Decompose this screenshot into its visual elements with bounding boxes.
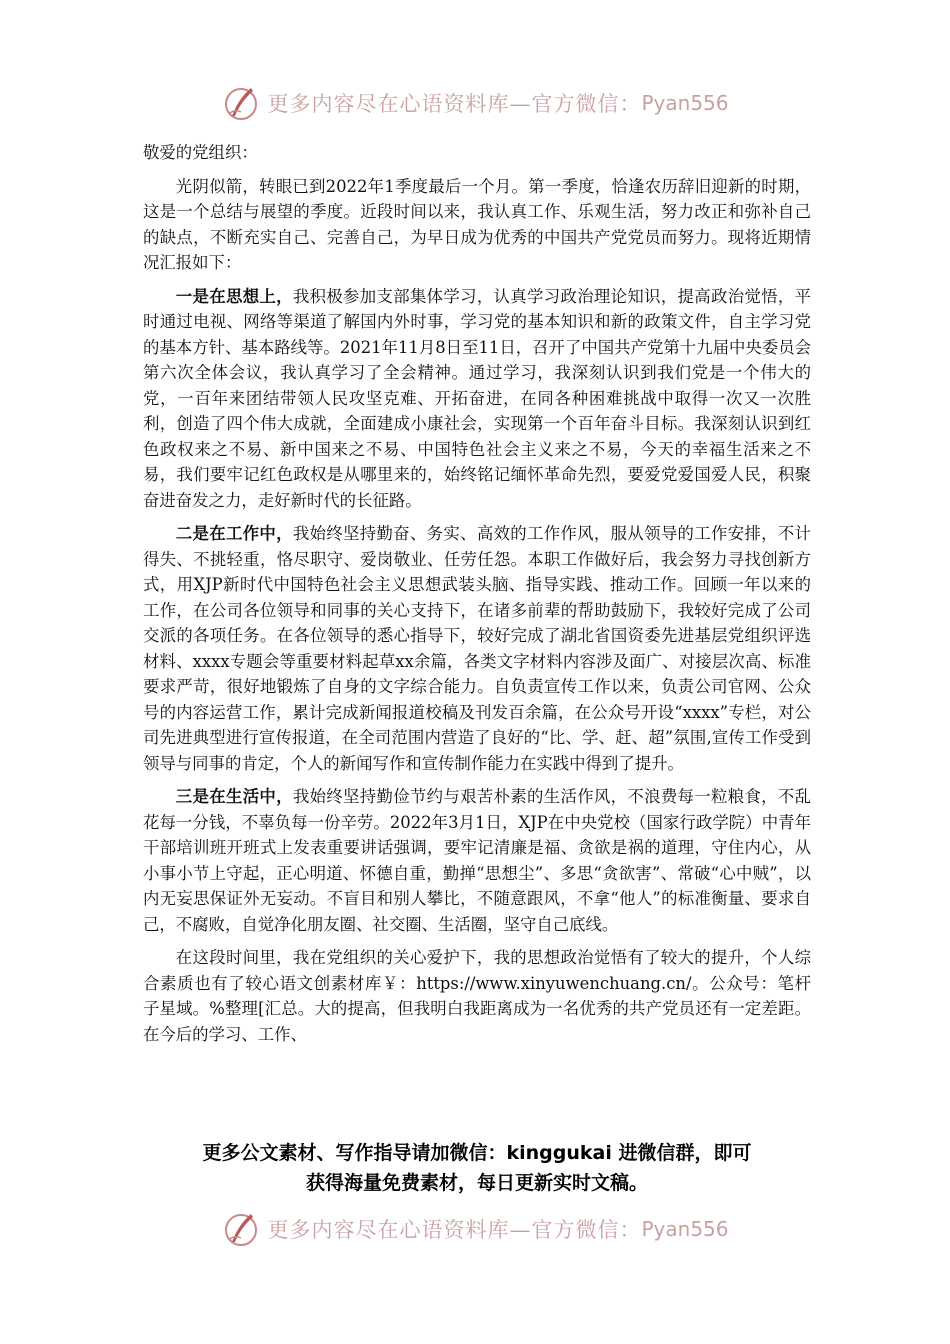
quill-logo-icon bbox=[221, 83, 261, 123]
paragraph-summary bbox=[143, 945, 811, 1047]
watermark-wechat-id: Pyan556 bbox=[641, 91, 729, 115]
paragraph-lead: 一是在思想上， bbox=[175, 286, 293, 306]
promo-notice bbox=[143, 1138, 811, 1198]
paragraph-body: 光阴似箭，转眼已到2022年1季度最后一个月。第一季度，恰逢农历辞旧迎新的时期，这是一个总结与展望的季度。近段时间以来，我认真工作、乐观生活，努力改正和弥补自己的缺点，不断充实自己、完善自己，为早日成为优秀的中国共产党党员而努力。现将近期情况汇报如下： bbox=[143, 176, 811, 272]
paragraph-body: 在这段时间里，我在党组织的关心爱护下，我的思想政治觉悟有了较大的提升，个人综合素质也有了较心语文创素材库￥：https://www.xinyuwenchuang.cn/。公众号：笔杆子星域。%整理[汇总。大的提高，但我明白我距离成为一名优秀的共产党员还有一定差距。在今后的学习、工作、 bbox=[143, 948, 811, 1044]
paragraph-body: 我始终坚持勤奋、务实、高效的工作作风，服从领导的工作安排，不计得失、不挑轻重，恪尽职守、爱岗敬业、任劳任怨。本职工作做好后，我会努力寻找创新方式，用XJP新时代中国特色社会主义思想武装头脑、指导实践、推动工作。回顾一年以来的工作，在公司各位领导和同事的关心支持下，在诸多前辈的帮助鼓励下，我较好完成了公司交派的各项任务。在各位领导的悉心指导下，较好完成了湖北省国资委先进基层党组织评选材料、xxxx专题会等重要材料起草xx余篇，各类文字材料内容涉及面广、对接层次高、标准要求严苛，很好地锻炼了自身的文字综合能力。自负责宣传工作以来，负责公司官网、公众号的内容运营工作，累计完成新闻报道校稿及刊发百余篇，在公众号开设“xxxx”专栏，对公司先进典型进行宣传报道，在全司范围内营造了良好的“比、学、赶、超”氛围,宣传工作受到领导与同事的肯定，个人的新闻写作和宣传制作能力在实践中得到了提升。 bbox=[143, 524, 812, 773]
paragraph-body: 我始终坚持勤俭节约与艰苦朴素的生活作风，不浪费每一粒粮食，不乱花每一分钱，不辜负每一份辛劳。2022年3月1日，XJP在中央党校（国家行政学院）中青年干部培训班开班式上发表重要讲话强调，要牢记清廉是福、贪欲是祸的道理，守住内心，从小事小节上守起，正心明道、怀德自重，勤掸“思想尘”、多思“贪欲害”、常破“心中贼”，以内无妄思保证外无妄动。不盲目和别人攀比，不随意跟风，不拿“他人”的标准衡量、要求自己，不腐败，自觉净化朋友圈、社交圈、生活圈，坚守自己底线。 bbox=[143, 787, 812, 934]
watermark-wechat-id: Pyan556 bbox=[641, 1217, 729, 1241]
footer-watermark-banner bbox=[0, 1204, 950, 1254]
paragraph-intro bbox=[143, 174, 811, 276]
paragraph-life bbox=[143, 784, 811, 937]
watermark-text: 更多内容尽在心语资料库—官方微信： bbox=[267, 92, 642, 116]
paragraph-body: 我积极参加支部集体学习，认真学习政治理论知识，提高政治觉悟，平时通过电视、网络等渠道了解国内外时事，学习党的基本知识和新的政策文件，自主学习党的基本方针、基本路线等。2021年11月8日至11日，召开了中国共产党第十九届中央委员会第六次全体会议，我认真学习了全会精神。通过学习，我深刻认识到我们党是一个伟大的党，一百年来团结带领人民攻坚克难、开拓奋进，在同各种困难挑战中取得一次又一次胜利，创造了四个伟大成就，全面建成小康社会，实现第一个百年奋斗目标。我深刻认识到红色政权来之不易、新中国来之不易、中国特色社会主义来之不易，今天的幸福生活来之不易，我们要牢记红色政权是从哪里来的，始终铭记缅怀革命先烈，要爱党爱国爱人民，积聚奋进奋发之力，走好新时代的长征路。 bbox=[143, 286, 812, 510]
watermark-text: 更多内容尽在心语资料库—官方微信： bbox=[267, 1218, 642, 1242]
quill-logo-icon bbox=[221, 1209, 261, 1249]
promo-line-1: 更多公文素材、写作指导请加微信：kinggukai 进微信群，即可 bbox=[202, 1142, 752, 1164]
greeting: 敬爱的党组织： bbox=[143, 143, 258, 162]
paragraph-ideology bbox=[143, 284, 811, 514]
paragraph-work bbox=[143, 521, 811, 776]
paragraph-lead: 二是在工作中， bbox=[175, 524, 293, 543]
paragraph-lead: 三是在生活中， bbox=[175, 787, 293, 806]
promo-line-2: 获得海量免费素材，每日更新实时文稿。 bbox=[305, 1172, 648, 1194]
header-watermark-banner bbox=[0, 78, 950, 128]
letter-body bbox=[143, 140, 811, 1055]
